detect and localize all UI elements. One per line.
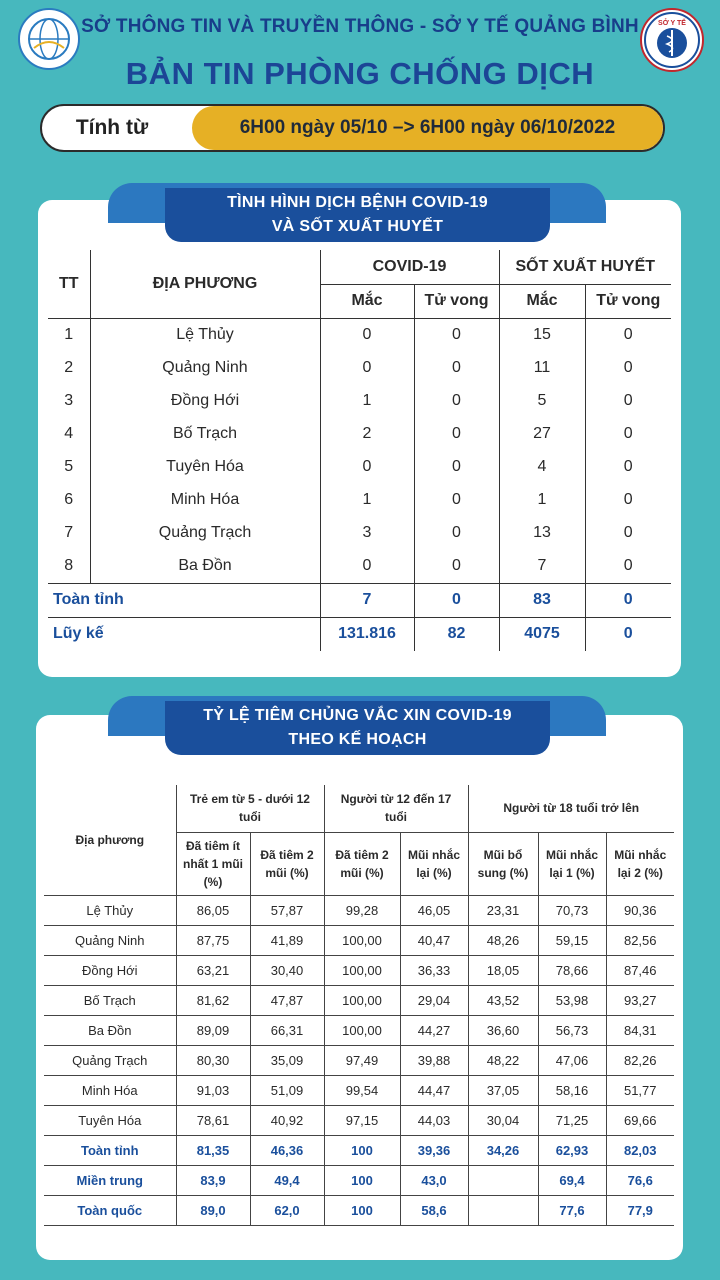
cumulative-covid-cases: 131.816: [320, 617, 414, 651]
row-value-5: 34,26: [468, 1135, 538, 1165]
row-value-7: 51,77: [606, 1075, 674, 1105]
row-value-3: 97,49: [324, 1045, 400, 1075]
row-tt: 5: [64, 458, 74, 475]
row-value-5: 48,22: [468, 1045, 538, 1075]
header-covid-cases: Mắc: [320, 284, 414, 318]
row-covid-cases: 3: [320, 517, 414, 550]
row-covid-cases: 2: [320, 418, 414, 451]
row-value-4: 44,03: [400, 1105, 468, 1135]
cumulative-dengue-deaths: 0: [585, 617, 671, 651]
row-value-1: 80,30: [176, 1045, 250, 1075]
row-place: Ba Đồn: [44, 1015, 176, 1045]
row-value-3: 99,54: [324, 1075, 400, 1105]
row-value-5: 36,60: [468, 1015, 538, 1045]
covid-dengue-table: [48, 250, 671, 651]
row-value-7: 82,26: [606, 1045, 674, 1075]
table-row: [48, 484, 671, 517]
row-value-2: 40,92: [250, 1105, 324, 1135]
total-covid-deaths: 0: [414, 583, 499, 617]
row-covid-deaths: 0: [414, 418, 499, 451]
header-group-children: Trẻ em từ 5 - dưới 12 tuổi: [176, 785, 324, 832]
table-row: [44, 1105, 674, 1135]
row-value-6: 70,73: [538, 895, 606, 925]
row-value-6: 59,15: [538, 925, 606, 955]
row-dengue-cases: 27: [499, 418, 585, 451]
subheader-7: Mũi nhắc lại 2 (%): [606, 832, 674, 895]
row-dengue-cases: 7: [499, 550, 585, 584]
row-value-7: 77,9: [606, 1195, 674, 1225]
total-dengue-deaths: 0: [585, 583, 671, 617]
row-value-7: 93,27: [606, 985, 674, 1015]
row-value-3: 100: [324, 1135, 400, 1165]
row-dengue-deaths: 0: [585, 517, 671, 550]
table-row: [48, 385, 671, 418]
summary-row: [44, 1195, 674, 1225]
row-value-3: 97,15: [324, 1105, 400, 1135]
row-value-3: 99,28: [324, 895, 400, 925]
table-row: [44, 985, 674, 1015]
table-row: [44, 955, 674, 985]
row-value-4: 46,05: [400, 895, 468, 925]
row-dengue-deaths: 0: [585, 484, 671, 517]
total-row: [48, 583, 671, 617]
row-value-1: 63,21: [176, 955, 250, 985]
row-value-6: 78,66: [538, 955, 606, 985]
section1-banner: [165, 188, 550, 242]
row-dengue-cases: 15: [499, 318, 585, 352]
row-place: Tuyên Hóa: [44, 1105, 176, 1135]
row-tt: 1: [64, 326, 74, 343]
total-dengue-cases: 83: [499, 583, 585, 617]
row-place: Tuyên Hóa: [90, 451, 320, 484]
row-value-5: [468, 1195, 538, 1225]
header-dengue: SỐT XUẤT HUYẾT: [499, 250, 671, 284]
total-covid-cases: 7: [320, 583, 414, 617]
table-row: [44, 895, 674, 925]
subheader-5: Mũi bổ sung (%): [468, 832, 538, 895]
row-value-5: [468, 1165, 538, 1195]
cumulative-covid-deaths: 82: [414, 617, 499, 651]
row-value-3: 100: [324, 1195, 400, 1225]
row-place: Quảng Trạch: [90, 517, 320, 550]
row-value-7: 82,03: [606, 1135, 674, 1165]
row-value-6: 58,16: [538, 1075, 606, 1105]
row-value-1: 78,61: [176, 1105, 250, 1135]
row-value-4: 58,6: [400, 1195, 468, 1225]
row-value-3: 100,00: [324, 1015, 400, 1045]
table-row: [48, 517, 671, 550]
header: [0, 0, 720, 100]
row-covid-cases: 1: [320, 484, 414, 517]
row-value-1: 81,35: [176, 1135, 250, 1165]
table-row: [44, 1045, 674, 1075]
summary-row: [44, 1165, 674, 1195]
header-place: ĐỊA PHƯƠNG: [90, 250, 320, 318]
row-value-7: 82,56: [606, 925, 674, 955]
header-covid: COVID-19: [320, 250, 499, 284]
row-place: Bố Trạch: [44, 985, 176, 1015]
row-value-2: 66,31: [250, 1015, 324, 1045]
row-value-2: 62,0: [250, 1195, 324, 1225]
row-value-6: 71,25: [538, 1105, 606, 1135]
row-value-5: 30,04: [468, 1105, 538, 1135]
section2-title-line1: TỶ LỆ TIÊM CHỦNG VẮC XIN COVID-19: [203, 707, 512, 724]
cumulative-label: Lũy kế: [53, 625, 104, 642]
row-value-2: 35,09: [250, 1045, 324, 1075]
subheader-6: Mũi nhắc lại 1 (%): [538, 832, 606, 895]
row-place: Toàn tỉnh: [44, 1135, 176, 1165]
row-value-7: 84,31: [606, 1015, 674, 1045]
row-value-2: 46,36: [250, 1135, 324, 1165]
row-value-2: 49,4: [250, 1165, 324, 1195]
row-covid-cases: 0: [320, 451, 414, 484]
header-group-teens: Người từ 12 đến 17 tuổi: [324, 785, 468, 832]
row-dengue-cases: 11: [499, 352, 585, 385]
subheader-3: Đã tiêm 2 mũi (%): [324, 832, 400, 895]
row-tt: 3: [64, 392, 74, 409]
section1-title-line1: TÌNH HÌNH DỊCH BỆNH COVID-19: [227, 194, 488, 211]
row-place: Lệ Thủy: [90, 318, 320, 352]
date-range-label: Tính từ: [75, 116, 149, 139]
row-place: Quảng Trạch: [44, 1045, 176, 1075]
date-range-bar: [40, 104, 665, 152]
row-dengue-cases: 13: [499, 517, 585, 550]
row-dengue-deaths: 0: [585, 352, 671, 385]
row-value-6: 69,4: [538, 1165, 606, 1195]
table-row: [44, 1075, 674, 1105]
row-value-1: 89,09: [176, 1015, 250, 1045]
row-place: Quảng Ninh: [90, 352, 320, 385]
row-value-1: 91,03: [176, 1075, 250, 1105]
row-value-3: 100: [324, 1165, 400, 1195]
row-covid-cases: 0: [320, 318, 414, 352]
row-tt: 7: [64, 524, 74, 541]
row-dengue-deaths: 0: [585, 550, 671, 584]
logo-text: SỞ Y TẾ: [658, 20, 686, 27]
row-covid-deaths: 0: [414, 550, 499, 584]
row-value-1: 83,9: [176, 1165, 250, 1195]
medical-emblem-icon: [642, 10, 702, 70]
header-covid-deaths: Tử vong: [414, 284, 499, 318]
row-place: Bố Trạch: [90, 418, 320, 451]
row-covid-deaths: 0: [414, 451, 499, 484]
row-value-2: 57,87: [250, 895, 324, 925]
row-covid-deaths: 0: [414, 385, 499, 418]
row-value-5: 43,52: [468, 985, 538, 1015]
section2-title-line2: THEO KẾ HOẠCH: [288, 731, 427, 748]
row-value-6: 56,73: [538, 1015, 606, 1045]
row-place: Lệ Thủy: [44, 895, 176, 925]
header-dengue-deaths: Tử vong: [585, 284, 671, 318]
row-value-4: 40,47: [400, 925, 468, 955]
table-row: [48, 318, 671, 352]
total-label: Toàn tỉnh: [53, 591, 124, 608]
row-dengue-deaths: 0: [585, 318, 671, 352]
row-place: Ba Đồn: [90, 550, 320, 584]
row-value-2: 30,40: [250, 955, 324, 985]
row-value-7: 90,36: [606, 895, 674, 925]
row-value-3: 100,00: [324, 925, 400, 955]
row-dengue-cases: 4: [499, 451, 585, 484]
row-place: Minh Hóa: [44, 1075, 176, 1105]
row-value-1: 87,75: [176, 925, 250, 955]
row-covid-cases: 1: [320, 385, 414, 418]
subheader-4: Mũi nhắc lại (%): [400, 832, 468, 895]
row-dengue-deaths: 0: [585, 451, 671, 484]
row-place: Đồng Hới: [44, 955, 176, 985]
cumulative-row: [48, 617, 671, 651]
row-covid-deaths: 0: [414, 318, 499, 352]
row-value-3: 100,00: [324, 985, 400, 1015]
row-value-7: 87,46: [606, 955, 674, 985]
row-value-6: 77,6: [538, 1195, 606, 1225]
section2-banner: [165, 701, 550, 755]
row-value-3: 100,00: [324, 955, 400, 985]
cumulative-dengue-cases: 4075: [499, 617, 585, 651]
row-tt: 6: [64, 491, 74, 508]
row-place: Quảng Ninh: [44, 925, 176, 955]
row-value-4: 29,04: [400, 985, 468, 1015]
row-covid-deaths: 0: [414, 484, 499, 517]
table-row: [48, 550, 671, 584]
row-covid-deaths: 0: [414, 352, 499, 385]
row-value-6: 47,06: [538, 1045, 606, 1075]
row-covid-deaths: 0: [414, 517, 499, 550]
row-dengue-deaths: 0: [585, 385, 671, 418]
date-range-value: 6H00 ngày 05/10 –> 6H00 ngày 06/10/2022: [192, 106, 663, 150]
summary-row: [44, 1135, 674, 1165]
row-place: Miền trung: [44, 1165, 176, 1195]
row-value-2: 47,87: [250, 985, 324, 1015]
row-tt: 2: [64, 359, 74, 376]
row-place: Minh Hóa: [90, 484, 320, 517]
row-dengue-cases: 5: [499, 385, 585, 418]
row-value-1: 81,62: [176, 985, 250, 1015]
header-group-adults: Người từ 18 tuổi trở lên: [468, 785, 674, 832]
row-dengue-cases: 1: [499, 484, 585, 517]
row-value-1: 89,0: [176, 1195, 250, 1225]
row-value-4: 39,36: [400, 1135, 468, 1165]
row-value-2: 41,89: [250, 925, 324, 955]
page-title: BẢN TIN PHÒNG CHỐNG DỊCH: [125, 56, 595, 91]
header-place: Địa phương: [75, 832, 145, 847]
row-value-6: 53,98: [538, 985, 606, 1015]
row-tt: 4: [64, 425, 74, 442]
row-value-7: 69,66: [606, 1105, 674, 1135]
table-row: [44, 1015, 674, 1045]
table-row: [48, 418, 671, 451]
row-value-6: 62,93: [538, 1135, 606, 1165]
header-dengue-cases: Mắc: [499, 284, 585, 318]
organization-name: SỞ THÔNG TIN VÀ TRUYỀN THÔNG - SỞ Y TẾ QUẢNG BÌNH: [81, 16, 639, 37]
row-value-2: 51,09: [250, 1075, 324, 1105]
row-value-4: 43,0: [400, 1165, 468, 1195]
subheader-1: Đã tiêm ít nhất 1 mũi (%): [176, 832, 250, 895]
row-value-4: 44,27: [400, 1015, 468, 1045]
row-covid-cases: 0: [320, 352, 414, 385]
row-value-4: 39,88: [400, 1045, 468, 1075]
row-covid-cases: 0: [320, 550, 414, 584]
row-value-5: 18,05: [468, 955, 538, 985]
row-value-4: 44,47: [400, 1075, 468, 1105]
row-value-5: 48,26: [468, 925, 538, 955]
row-tt: 8: [64, 557, 74, 574]
row-place: Toàn quốc: [44, 1195, 176, 1225]
row-value-4: 36,33: [400, 955, 468, 985]
row-value-1: 86,05: [176, 895, 250, 925]
row-value-5: 23,31: [468, 895, 538, 925]
row-value-5: 37,05: [468, 1075, 538, 1105]
row-value-7: 76,6: [606, 1165, 674, 1195]
row-place: Đồng Hới: [90, 385, 320, 418]
header-tt: TT: [48, 250, 90, 318]
table-row: [48, 352, 671, 385]
vaccination-table: [44, 785, 674, 1226]
section1-title-line2: VÀ SỐT XUẤT HUYẾT: [271, 218, 444, 235]
row-dengue-deaths: 0: [585, 418, 671, 451]
table-row: [44, 925, 674, 955]
health-department-logo: [640, 8, 704, 72]
subheader-2: Đã tiêm 2 mũi (%): [250, 832, 324, 895]
table-row: [48, 451, 671, 484]
